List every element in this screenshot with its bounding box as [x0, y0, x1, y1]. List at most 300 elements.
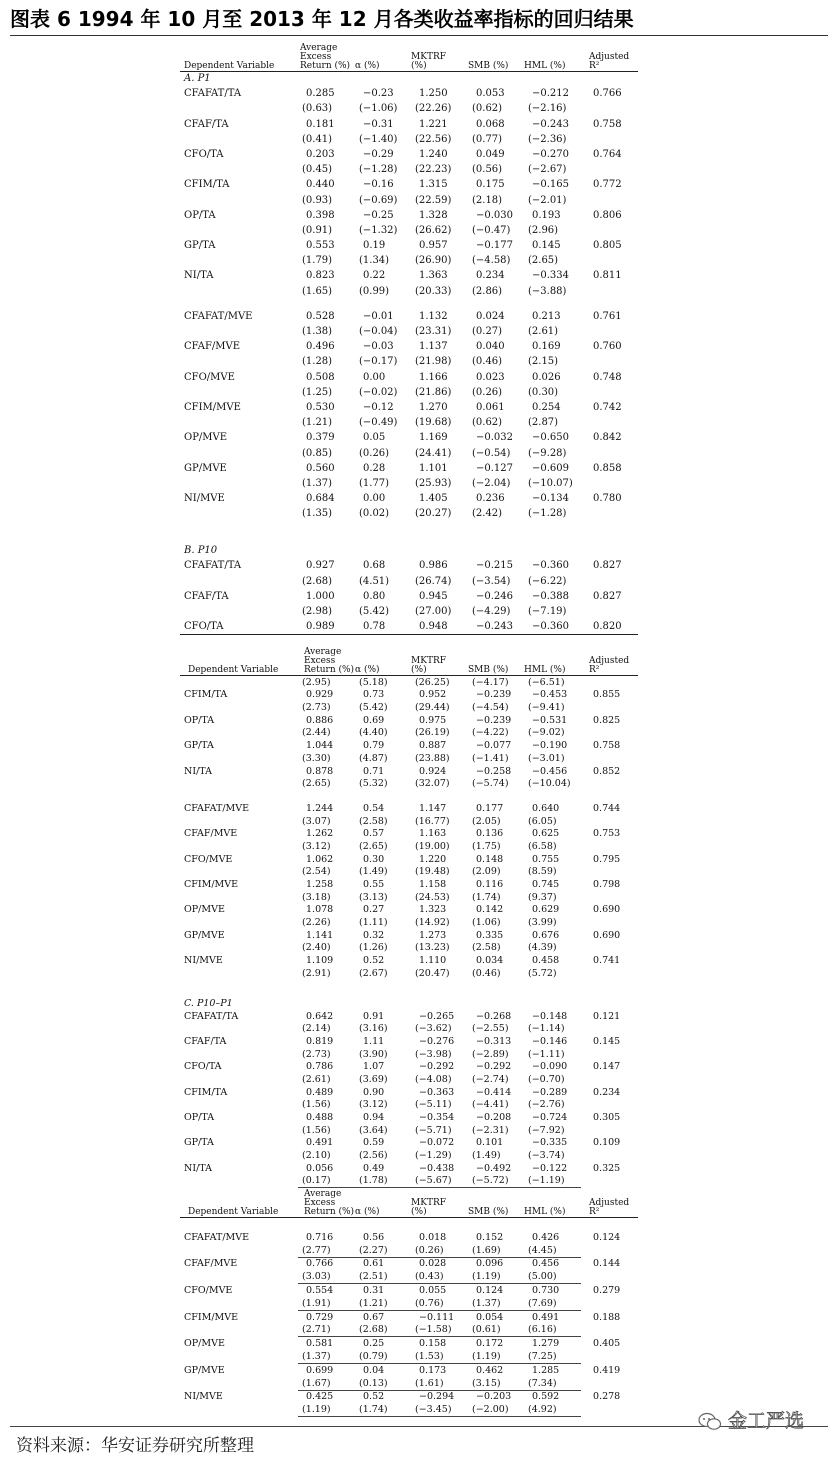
- cell-adjusted-r2: 0.760: [593, 341, 622, 353]
- tstat-row: [180, 1023, 638, 1036]
- tstat-empty: [581, 253, 638, 268]
- cell-alpha: 0.68: [363, 560, 386, 572]
- table-row: [180, 929, 638, 942]
- tstat-avg-excess-return: (2.77): [298, 1244, 355, 1257]
- cell-smb: 0.148: [476, 853, 504, 865]
- cell-smb: 0.172: [476, 1338, 504, 1350]
- tstat-hml: (0.30): [528, 386, 559, 398]
- table-row: [180, 739, 638, 752]
- tstat-avg-excess-return: (2.61): [302, 1073, 331, 1085]
- cell-smb: 0.040: [476, 341, 505, 353]
- cell-smb: −0.177: [476, 240, 514, 252]
- cell-adjusted-r2: 0.690: [593, 929, 621, 941]
- cell-avg-excess-return: 0.508: [306, 371, 335, 383]
- tstat-hml: (9.37): [528, 891, 557, 903]
- header-adjusted-r2: Adjusted R²: [581, 1190, 638, 1218]
- cell-smb: −0.243: [468, 619, 524, 635]
- header-dependent-variable: Dependent Variable: [180, 648, 298, 676]
- tstat-hml: (4.45): [524, 1244, 581, 1257]
- tstat-mktrf: (0.26): [411, 1244, 468, 1257]
- cell-hml: 0.745: [532, 879, 560, 890]
- cell-alpha: 0.31: [363, 1284, 385, 1296]
- tstat-mktrf: (16.77): [415, 815, 450, 827]
- tstat-alpha: (0.79): [355, 1350, 411, 1363]
- tstat-hml: (−7.19): [528, 606, 567, 617]
- table-row: [180, 430, 638, 445]
- row-label-empty: [180, 1149, 298, 1162]
- tstat-empty: [581, 1073, 638, 1086]
- row-label: CFIM/TA: [184, 179, 230, 191]
- table-row: [180, 589, 638, 604]
- tstat-row: [180, 573, 638, 588]
- cell-mktrf: −0.072: [419, 1137, 455, 1149]
- cell-adjusted-r2: 0.278: [593, 1391, 621, 1403]
- cell-avg-excess-return: 0.489: [306, 1086, 334, 1098]
- row-label: CFO/TA: [180, 619, 298, 635]
- tstat-row: [180, 1244, 638, 1257]
- cell-alpha: −0.01: [363, 310, 394, 322]
- row-label: OP/MVE: [184, 1338, 225, 1350]
- table-row: [180, 238, 638, 253]
- tstat-mktrf: (26.90): [415, 255, 452, 267]
- row-label-empty: [180, 676, 298, 689]
- cell-smb: −0.127: [476, 462, 514, 474]
- cell-avg-excess-return: 0.425: [306, 1391, 334, 1403]
- cell-avg-excess-return: 0.927: [306, 560, 335, 572]
- cell-adjusted-r2: 0.748: [593, 371, 622, 383]
- row-label: CFAFAT/MVE: [184, 1231, 250, 1243]
- cell-smb: 0.054: [476, 1311, 504, 1323]
- cell-avg-excess-return: 0.181: [306, 118, 335, 130]
- cell-smb: 0.049: [476, 148, 505, 160]
- row-label-empty: [180, 1099, 298, 1112]
- cell-mktrf: −0.265: [419, 1010, 455, 1022]
- tstat-hml: (−2.01): [528, 194, 567, 206]
- row-label-empty: [180, 701, 298, 714]
- tstat-hml: (2.65): [528, 255, 559, 267]
- tstat-alpha: (5.32): [359, 778, 388, 790]
- tstat-smb: (−2.00): [468, 1403, 524, 1416]
- cell-mktrf: 0.924: [419, 765, 447, 777]
- row-label: CFIM/MVE: [184, 1311, 239, 1323]
- tstat-mktrf: (0.76): [411, 1297, 468, 1310]
- tstat-row: [180, 192, 638, 207]
- cell-adjusted-r2: 0.858: [593, 462, 622, 474]
- cell-alpha: 0.00: [363, 493, 386, 505]
- tstat-avg-excess-return: (2.95): [302, 676, 331, 688]
- cell-adjusted-r2: 0.825: [593, 714, 621, 726]
- row-label: CFAF/TA: [184, 590, 229, 602]
- tstat-hml: (−3.01): [528, 752, 565, 764]
- cell-adjusted-r2: 0.780: [593, 493, 622, 505]
- tstat-avg-excess-return: (2.73): [302, 702, 331, 714]
- cell-avg-excess-return: 0.729: [306, 1311, 334, 1323]
- tstat-empty: [581, 1023, 638, 1036]
- cell-hml: −0.165: [532, 179, 570, 191]
- tstat-alpha: (1.49): [359, 866, 388, 878]
- tstat-smb: (0.56): [472, 164, 503, 176]
- tstat-empty: [581, 573, 638, 588]
- tstat-alpha: (−0.17): [359, 356, 398, 368]
- tstat-avg-excess-return: (1.65): [302, 285, 333, 297]
- tstat-avg-excess-return: (2.71): [298, 1324, 355, 1337]
- row-label: CFAFAT/MVE: [184, 310, 253, 322]
- tstat-empty: [581, 916, 638, 929]
- tstat-alpha: (0.99): [359, 285, 390, 297]
- row-label-empty: [180, 415, 298, 430]
- cell-mktrf: 1.137: [419, 341, 448, 353]
- tstat-mktrf: (26.74): [415, 575, 452, 587]
- tstat-smb: (−4.41): [472, 1099, 509, 1111]
- header-hml: HML (%): [524, 44, 581, 72]
- cell-hml: 0.169: [532, 341, 561, 353]
- row-label-empty: [180, 1175, 298, 1188]
- tstat-row: [180, 223, 638, 238]
- tstat-row: [180, 476, 638, 491]
- tstat-empty: [581, 1403, 638, 1416]
- table-block-3: [180, 1190, 638, 1417]
- cell-alpha: −0.29: [363, 148, 394, 160]
- cell-avg-excess-return: 0.823: [306, 270, 335, 282]
- header-alpha: α (%): [355, 44, 411, 72]
- tstat-avg-excess-return: (3.30): [302, 752, 331, 764]
- tstat-empty: [581, 967, 638, 980]
- cell-hml: −0.531: [532, 714, 568, 726]
- cell-adjusted-r2: 0.827: [593, 560, 622, 572]
- tstat-smb: (2.58): [472, 942, 501, 954]
- cell-avg-excess-return: 0.642: [306, 1010, 334, 1022]
- cell-adjusted-r2: 0.798: [593, 879, 621, 890]
- cell-avg-excess-return: 1.262: [306, 828, 334, 840]
- cell-adjusted-r2: 0.842: [593, 432, 622, 444]
- tstat-smb: (2.05): [472, 815, 501, 827]
- header-dependent-variable: Dependent Variable: [180, 44, 298, 72]
- tstat-smb: (2.09): [472, 866, 501, 878]
- cell-mktrf: 0.018: [419, 1231, 447, 1243]
- cell-smb: 0.053: [476, 88, 505, 100]
- row-label: CFAF/MVE: [184, 828, 238, 840]
- cell-mktrf: −0.438: [419, 1162, 455, 1174]
- row-label: GP/TA: [184, 1137, 214, 1149]
- tstat-alpha: (1.11): [359, 917, 388, 929]
- tstat-mktrf: (19.68): [415, 417, 452, 429]
- tstat-avg-excess-return: (1.67): [298, 1377, 355, 1390]
- cell-adjusted-r2: 0.806: [593, 209, 622, 221]
- table-row: [180, 147, 638, 162]
- cell-alpha: 0.28: [363, 462, 386, 474]
- cell-mktrf: 1.315: [419, 179, 448, 191]
- cell-avg-excess-return: 0.056: [306, 1162, 334, 1174]
- tstat-alpha: (4.40): [359, 727, 388, 739]
- cell-smb: −0.292: [476, 1061, 512, 1073]
- row-label: CFAFAT/TA: [184, 560, 242, 572]
- cell-mktrf: 0.173: [419, 1364, 447, 1376]
- cell-hml: 0.193: [532, 209, 561, 221]
- header-smb: SMB (%): [468, 648, 524, 676]
- cell-hml: −0.270: [532, 148, 570, 160]
- cell-avg-excess-return: 0.989: [298, 619, 355, 635]
- cell-adjusted-r2: 0.109: [593, 1137, 621, 1149]
- tstat-row: [180, 506, 638, 521]
- tstat-avg-excess-return: (1.28): [302, 356, 333, 368]
- cell-alpha: 0.55: [363, 879, 385, 890]
- cell-hml: −0.334: [532, 270, 570, 282]
- table-row: [180, 177, 638, 192]
- tstat-mktrf: (24.41): [415, 447, 452, 459]
- tstat-avg-excess-return: (2.98): [302, 606, 333, 617]
- row-label-empty: [180, 942, 298, 955]
- tstat-alpha: (0.26): [359, 447, 390, 459]
- header-adjusted-r2: Adjusted R²: [581, 44, 638, 72]
- cell-adjusted-r2: 0.305: [593, 1112, 621, 1123]
- header-hml: HML (%): [524, 648, 581, 676]
- tstat-hml: (−10.04): [528, 778, 571, 790]
- table-row: [180, 853, 638, 866]
- cell-adjusted-r2: 0.690: [593, 904, 621, 916]
- cell-mktrf: −0.294: [419, 1391, 455, 1403]
- tstat-empty: [581, 891, 638, 904]
- tstat-mktrf: (14.92): [415, 917, 450, 929]
- tstat-mktrf: (−3.98): [415, 1048, 452, 1060]
- table-row: [180, 1390, 638, 1403]
- cell-hml: 0.145: [532, 240, 561, 252]
- tstat-avg-excess-return: (0.63): [302, 103, 333, 115]
- tstat-hml: (−1.11): [528, 1048, 565, 1060]
- cell-mktrf: 1.132: [419, 310, 448, 322]
- tstat-row: [180, 162, 638, 177]
- row-label-empty: [180, 1270, 298, 1283]
- tstat-mktrf: (22.23): [415, 164, 452, 176]
- tstat-row: [180, 1297, 638, 1310]
- cell-hml: −0.360: [524, 619, 581, 635]
- tstat-smb: (1.75): [472, 840, 501, 852]
- row-label: OP/TA: [184, 714, 215, 726]
- cell-alpha: 0.32: [363, 929, 385, 941]
- cell-alpha: 1.07: [363, 1061, 385, 1073]
- tstat-empty: [581, 1048, 638, 1061]
- cell-avg-excess-return: 0.496: [306, 341, 335, 353]
- row-label: GP/MVE: [184, 462, 227, 474]
- cell-avg-excess-return: 0.581: [306, 1338, 334, 1350]
- cell-smb: 0.234: [476, 270, 505, 282]
- cell-mktrf: 1.363: [419, 270, 448, 282]
- tstat-smb: (−0.47): [472, 224, 511, 236]
- table-row: [180, 1337, 638, 1350]
- tstat-hml: (−2.76): [528, 1099, 565, 1111]
- cell-alpha: 0.61: [363, 1258, 385, 1270]
- tstat-avg-excess-return: (3.12): [302, 840, 331, 852]
- row-label-empty: [180, 445, 298, 460]
- table-row: [180, 400, 638, 415]
- cell-adjusted-r2: 0.405: [593, 1338, 621, 1350]
- cell-avg-excess-return: 1.258: [306, 879, 334, 890]
- tstat-avg-excess-return: (1.91): [298, 1297, 355, 1310]
- header-average-excess-return: Average Excess Return (%): [298, 44, 355, 72]
- tstat-avg-excess-return: (2.68): [302, 575, 333, 587]
- cell-smb: 0.096: [476, 1258, 504, 1270]
- row-label-empty: [180, 132, 298, 147]
- cell-mktrf: 1.328: [419, 209, 448, 221]
- row-label: CFIM/TA: [184, 1086, 228, 1098]
- cell-smb: 0.462: [476, 1364, 504, 1376]
- tstat-empty: [581, 415, 638, 430]
- cell-avg-excess-return: 0.285: [306, 88, 335, 100]
- tstat-smb: (−4.54): [472, 702, 509, 714]
- cell-smb: −0.215: [476, 560, 514, 572]
- cell-alpha: 0.59: [363, 1137, 385, 1149]
- header-hml: HML (%): [524, 1190, 581, 1218]
- row-label: CFO/MVE: [184, 853, 233, 865]
- tstat-avg-excess-return: (1.56): [302, 1124, 331, 1136]
- tstat-hml: (7.34): [524, 1377, 581, 1390]
- tstat-alpha: (3.16): [359, 1023, 388, 1035]
- table-row: [180, 689, 638, 702]
- table-row: [180, 1310, 638, 1323]
- table-row: [180, 1137, 638, 1150]
- tstat-alpha: (−1.40): [359, 133, 398, 145]
- tstat-row: [180, 916, 638, 929]
- tstat-mktrf: (26.62): [415, 224, 452, 236]
- table-row: [180, 268, 638, 283]
- cell-avg-excess-return: 0.553: [306, 240, 335, 252]
- cell-avg-excess-return: 1.141: [306, 929, 334, 941]
- tstat-empty: [581, 101, 638, 116]
- tstat-hml: (5.72): [528, 967, 557, 979]
- tstat-row: [180, 283, 638, 298]
- table-row: [180, 1111, 638, 1124]
- tstat-mktrf: (22.26): [415, 103, 452, 115]
- tstat-mktrf: (−1.29): [415, 1150, 452, 1162]
- cell-smb: 0.136: [476, 828, 504, 840]
- header-mktrf: MKTRF (%): [411, 1190, 468, 1218]
- cell-mktrf: 1.405: [419, 493, 448, 505]
- cell-avg-excess-return: 1.044: [306, 740, 334, 752]
- tstat-row: [180, 415, 638, 430]
- cell-avg-excess-return: 1.000: [306, 590, 335, 602]
- tstat-alpha: (1.74): [355, 1403, 411, 1416]
- table-row: [180, 1363, 638, 1376]
- tstat-row: [180, 354, 638, 369]
- tstat-empty: [581, 1297, 638, 1310]
- cell-mktrf: 1.221: [419, 118, 448, 130]
- cell-smb: 0.177: [476, 802, 504, 814]
- row-label-empty: [180, 506, 298, 521]
- cell-smb: −0.077: [476, 740, 512, 752]
- cell-smb: 0.061: [476, 401, 505, 413]
- row-label: GP/MVE: [184, 1364, 225, 1376]
- cell-mktrf: 1.169: [419, 432, 448, 444]
- tstat-mktrf: (1.53): [411, 1350, 468, 1363]
- tstat-empty: [581, 752, 638, 765]
- row-label-empty: [180, 1350, 298, 1363]
- cell-hml: −0.090: [532, 1061, 568, 1073]
- cell-adjusted-r2: 0.145: [593, 1035, 621, 1047]
- cell-alpha: 0.22: [363, 270, 386, 282]
- cell-smb: 0.034: [476, 955, 504, 967]
- table-row: [180, 1231, 638, 1244]
- tstat-alpha: (4.87): [359, 752, 388, 764]
- tstat-smb: (2.86): [472, 285, 503, 297]
- tstat-smb: (1.06): [472, 917, 501, 929]
- cell-mktrf: 0.986: [419, 560, 448, 572]
- row-label: CFO/MVE: [184, 371, 235, 383]
- tstat-smb: (−2.04): [472, 477, 511, 489]
- tstat-mktrf: (−3.62): [415, 1023, 452, 1035]
- tstat-avg-excess-return: (2.40): [302, 942, 331, 954]
- tstat-mktrf: (19.00): [415, 840, 450, 852]
- header-alpha: α (%): [355, 1190, 411, 1218]
- cell-hml: −0.335: [532, 1137, 568, 1149]
- row-label: NI/MVE: [184, 1391, 223, 1403]
- panel-b-label: B. P10: [184, 545, 218, 557]
- cell-hml: 0.458: [532, 955, 560, 967]
- cell-mktrf: 0.948: [411, 619, 468, 635]
- cell-smb: −0.032: [476, 432, 514, 444]
- cell-hml: 0.755: [532, 853, 560, 865]
- cell-mktrf: 1.101: [419, 462, 448, 474]
- header-smb: SMB (%): [468, 44, 524, 72]
- cell-hml: 0.213: [532, 310, 561, 322]
- cell-smb: 0.068: [476, 118, 505, 130]
- panel-c-label: C. P10–P1: [184, 997, 233, 1009]
- row-label-empty: [180, 1073, 298, 1086]
- cell-smb: 0.142: [476, 904, 504, 916]
- tstat-row: [180, 445, 638, 460]
- header-adjusted-r2: Adjusted R²: [581, 648, 638, 676]
- tstat-smb: (−5.72): [468, 1175, 524, 1188]
- cell-alpha: −0.23: [363, 88, 394, 100]
- tstat-row: [180, 752, 638, 765]
- cell-avg-excess-return: 0.819: [306, 1035, 334, 1047]
- cell-adjusted-r2: 0.761: [593, 310, 622, 322]
- tstat-alpha: (0.02): [359, 508, 390, 520]
- cell-mktrf: 0.158: [419, 1338, 447, 1350]
- row-label-empty: [180, 162, 298, 177]
- tstat-alpha: (4.51): [359, 575, 390, 587]
- tstat-hml: (7.69): [524, 1297, 581, 1310]
- row-label-empty: [180, 815, 298, 828]
- cell-hml: 0.592: [532, 1391, 560, 1403]
- row-label-empty: [180, 385, 298, 400]
- header-mktrf: MKTRF (%): [411, 648, 468, 676]
- tstat-avg-excess-return: (1.35): [302, 508, 333, 520]
- tstat-hml: (7.25): [524, 1350, 581, 1363]
- tstat-hml: (−3.74): [528, 1150, 565, 1162]
- tstat-empty: [581, 354, 638, 369]
- tstat-mktrf: (32.07): [415, 778, 450, 790]
- cell-smb: 0.116: [476, 879, 504, 890]
- row-label: NI/MVE: [184, 493, 225, 505]
- table-row: [180, 878, 638, 891]
- tstat-avg-excess-return: (1.37): [302, 477, 333, 489]
- tstat-hml: (5.00): [524, 1270, 581, 1283]
- tstat-avg-excess-return: (2.65): [302, 778, 331, 790]
- tstat-alpha: (5.18): [359, 676, 388, 688]
- tstat-avg-excess-return: (1.38): [302, 326, 333, 337]
- tstat-hml: (4.39): [528, 942, 557, 954]
- tstat-alpha: (3.64): [359, 1124, 388, 1136]
- tstat-smb: (0.62): [472, 417, 503, 429]
- tstat-mktrf: (−5.67): [411, 1175, 468, 1188]
- cell-avg-excess-return: 0.554: [306, 1284, 334, 1296]
- row-label-empty: [180, 840, 298, 853]
- tstat-hml: (−1.19): [524, 1175, 581, 1188]
- tstat-hml: (−10.07): [528, 477, 573, 489]
- row-label-empty: [180, 1297, 298, 1310]
- table-row: [180, 86, 638, 101]
- cell-mktrf: 1.166: [419, 371, 448, 383]
- header-alpha: α (%): [355, 648, 411, 676]
